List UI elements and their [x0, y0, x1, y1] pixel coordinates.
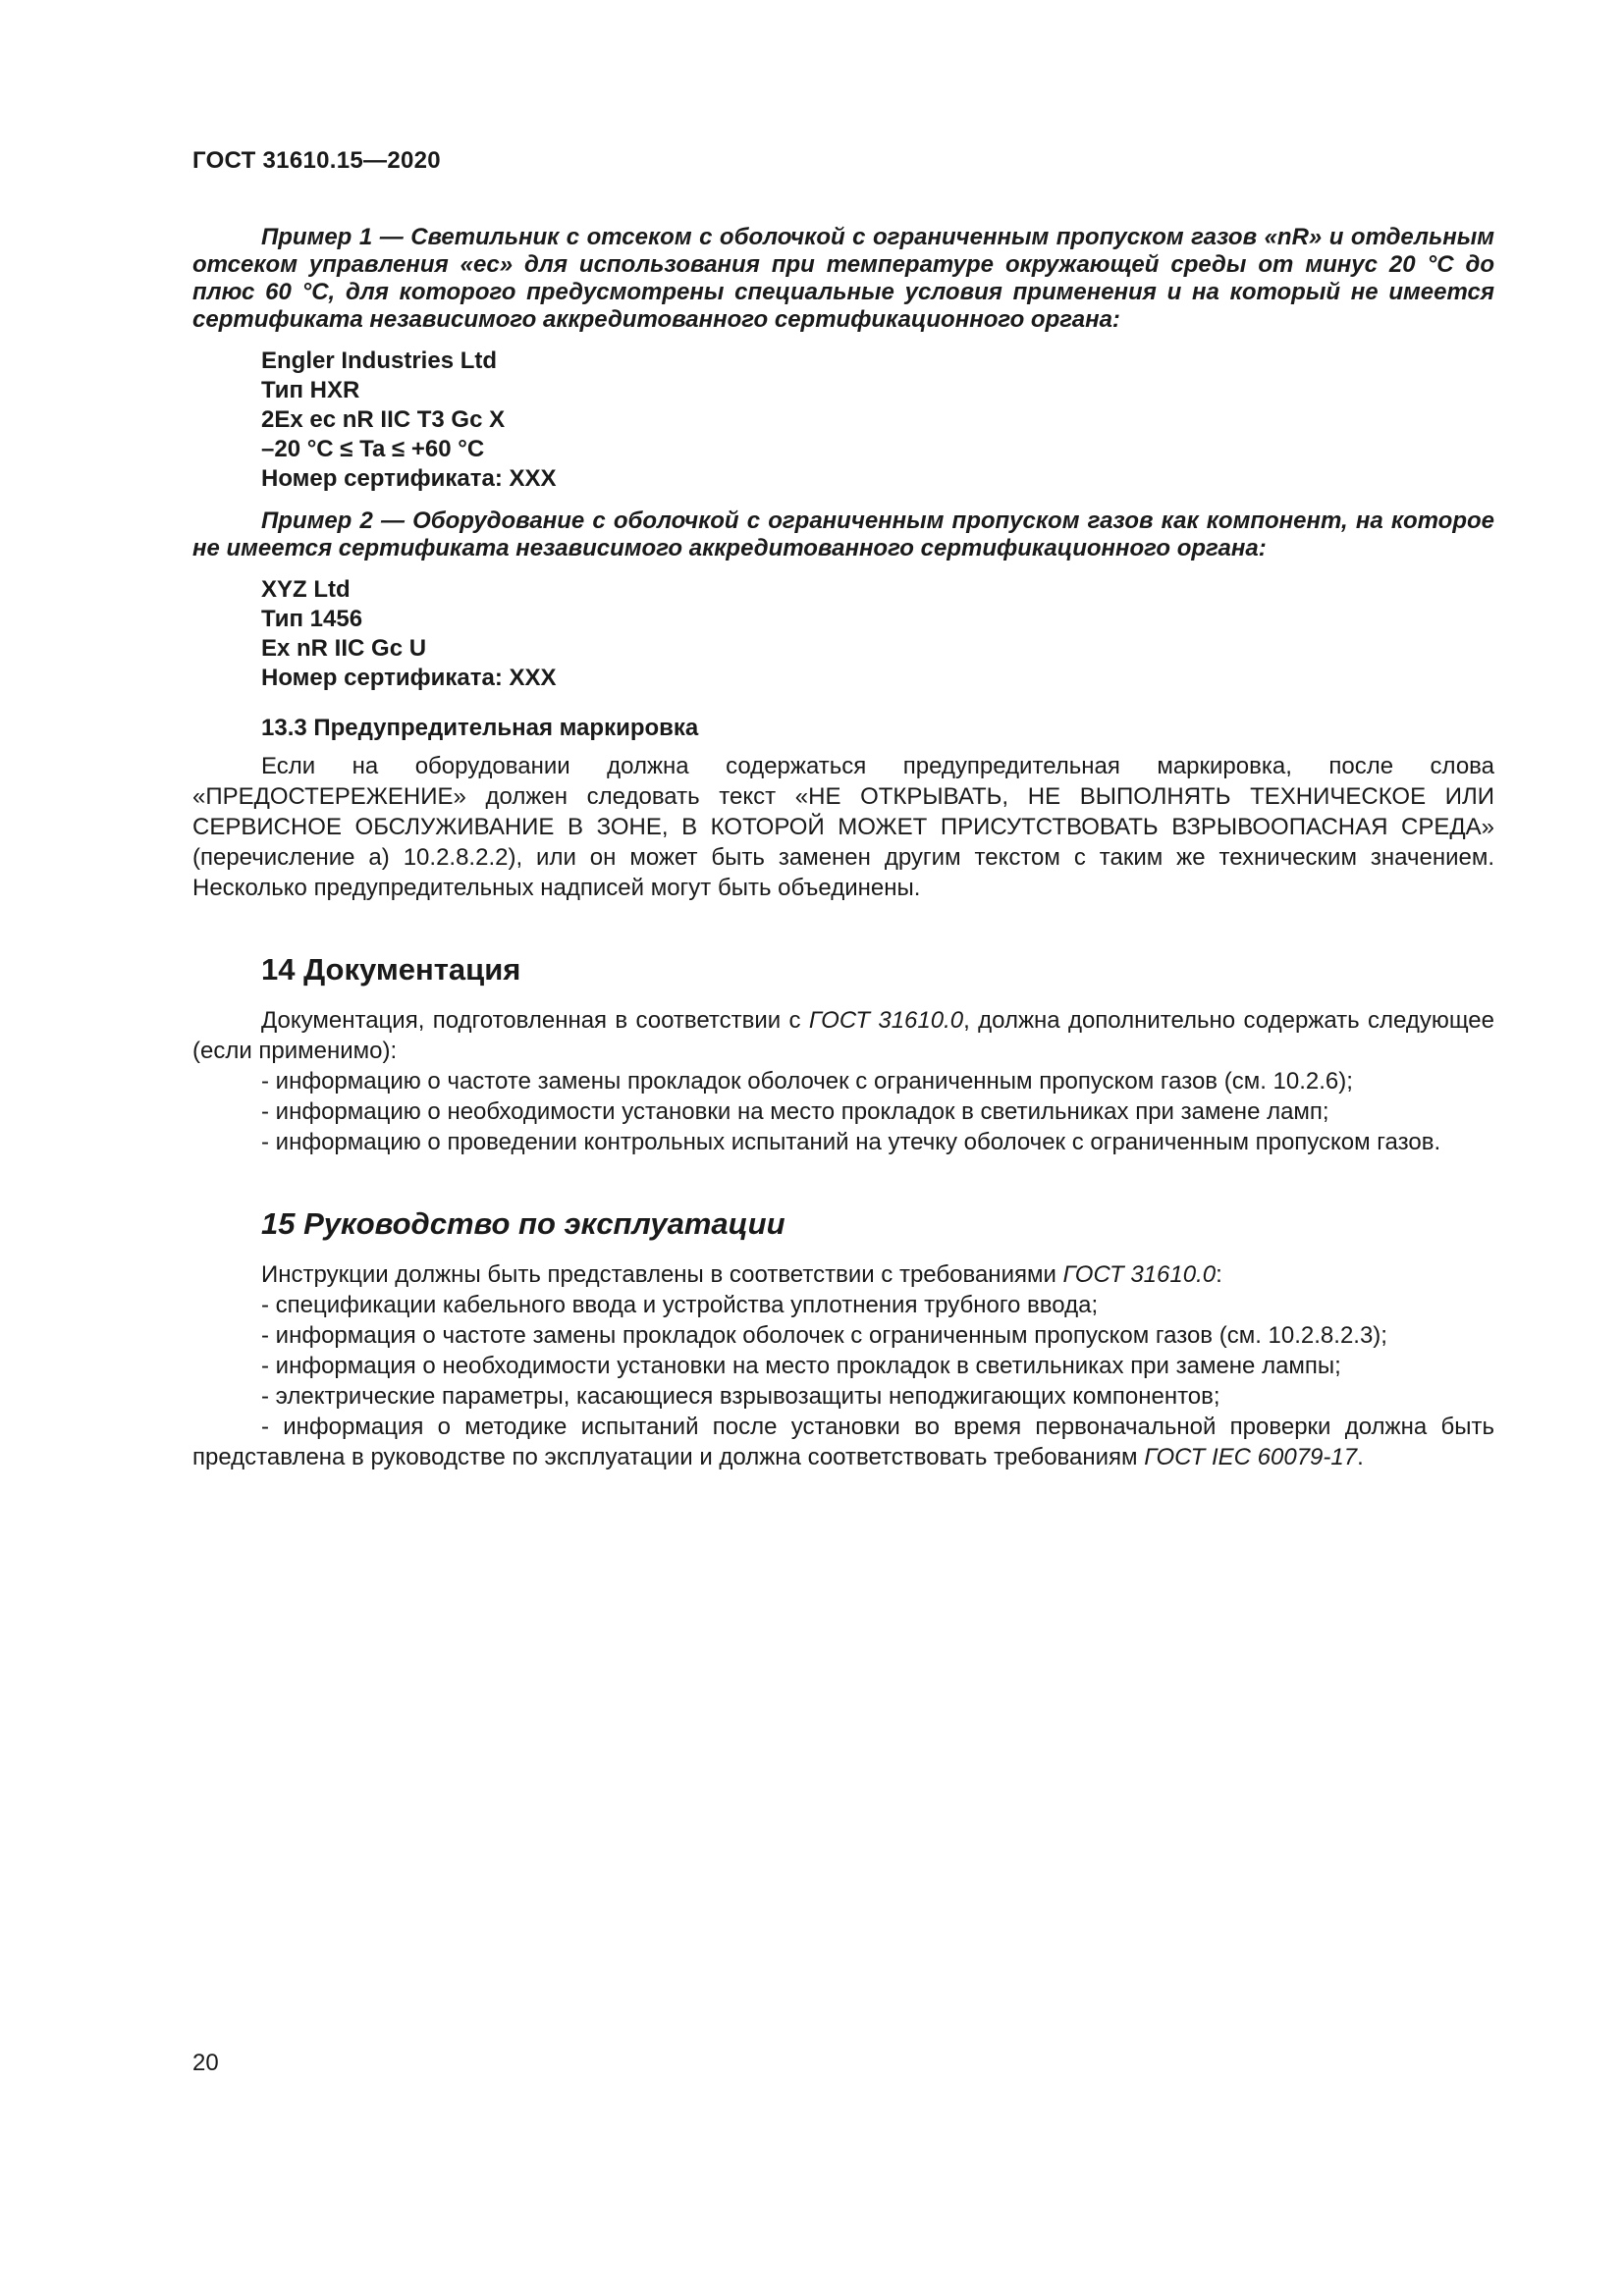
marking-line: Ex nR IIC Gc U	[261, 635, 427, 662]
example-1-marking	[192, 347, 1494, 494]
intro-text-end: , должна дополнительно содержать следующее (если применимо):	[192, 1007, 1494, 1064]
list-item-last	[192, 1412, 1494, 1472]
marking-line: Номер сертификата: XXX	[261, 665, 557, 691]
marking-line: Тип HXR	[261, 377, 360, 403]
standard-reference: ГОСТ 31610.0	[1062, 1261, 1217, 1288]
section-14-intro	[192, 1005, 1494, 1066]
intro-text: Документация, подготовленная в соответствии с	[261, 1007, 809, 1034]
list-item: - информацию о проведении контрольных испытаний на утечку оболочек с ограниченным пропуском газов.	[261, 1129, 1441, 1155]
list-item: - информация о частоте замены прокладок оболочек с ограниченным пропуском газов (см. 10.2.8.2.3);	[261, 1322, 1387, 1349]
page-content	[192, 224, 1494, 1472]
document-header: ГОСТ 31610.15—2020	[192, 147, 441, 174]
list-item: - информацию о частоте замены прокладок оболочек с ограниченным пропуском газов (см. 10.2.6);	[261, 1068, 1353, 1095]
list-item: - электрические параметры, касающиеся взрывозащиты неподжигающих компонентов;	[261, 1383, 1220, 1410]
list-item-end: .	[1357, 1444, 1364, 1470]
marking-line: Engler Industries Ltd	[261, 347, 498, 374]
marking-line: Номер сертификата: XXX	[261, 465, 557, 492]
list-item: - информацию о необходимости установки на место прокладок в светильниках при замене ламп;	[261, 1098, 1329, 1125]
intro-text-end: :	[1216, 1261, 1222, 1288]
example-2-marking	[192, 575, 1494, 693]
section-15-heading: 15 Руководство по эксплуатации	[261, 1206, 785, 1241]
section-15-intro	[192, 1259, 1494, 1290]
section-13-3-heading: 13.3 Предупредительная маркировка	[261, 715, 699, 741]
intro-text: Инструкции должны быть представлены в соответствии с требованиями	[261, 1261, 1063, 1288]
marking-line: –20 °C ≤ Ta ≤ +60 °C	[261, 436, 485, 462]
standard-reference: ГОСТ IEC 60079-17	[1144, 1444, 1358, 1470]
marking-line: XYZ Ltd	[261, 576, 351, 603]
list-item: - спецификации кабельного ввода и устройства уплотнения трубного ввода;	[261, 1292, 1099, 1318]
section-14-heading: 14 Документация	[261, 952, 521, 987]
section-13-3-text: Если на оборудовании должна содержаться предупредительная маркировка, после слова «ПРЕДОСТЕРЕЖЕНИЕ» должен следовать текст «НЕ ОТКРЫВАТЬ, НЕ ВЫПОЛНЯТЬ ТЕХНИЧЕСКОЕ ИЛИ СЕРВИСНОЕ ОБСЛУЖИВАНИЕ В ЗОНЕ, В КОТОРОЙ МОЖЕТ ПРИСУТСТВОВАТЬ ВЗРЫВООПАСНАЯ СРЕДА» (перечисление а) 10.2.8.2.2), или он может быть заменен другим текстом с таким же техническим значением. Несколько предупредительных надписей могут быть объединены.	[192, 753, 1494, 901]
example-2-title: Пример 2 — Оборудование с оболочкой с ограниченным пропуском газов как компонент, на которое не имеется сертификата независимого аккредитованного сертификационного органа:	[192, 507, 1494, 561]
standard-reference: ГОСТ 31610.0	[808, 1007, 964, 1034]
marking-line: 2Ex ec nR IIC T3 Gc X	[261, 406, 506, 433]
list-item: - информация о необходимости установки на место прокладок в светильниках при замене лампы;	[261, 1353, 1341, 1379]
page-number: 20	[192, 2050, 219, 2076]
example-1-title: Пример 1 — Светильник с отсеком с оболочкой с ограниченным пропуском газов «nR» и отдельным отсеком управления «ec» для использования при температуре окружающей среды от минус 20 °С до плюс 60 °С, для которого предусмотрены специальные условия применения и на который не имеется сертификата независимого аккредитованного сертификационного органа:	[192, 224, 1494, 333]
marking-line: Тип 1456	[261, 606, 363, 632]
list-item-text: - информация о методике испытаний после установки во время первоначальной проверки должна быть представлена в руководстве по эксплуатации и должна соответствовать требованиям	[192, 1414, 1494, 1470]
